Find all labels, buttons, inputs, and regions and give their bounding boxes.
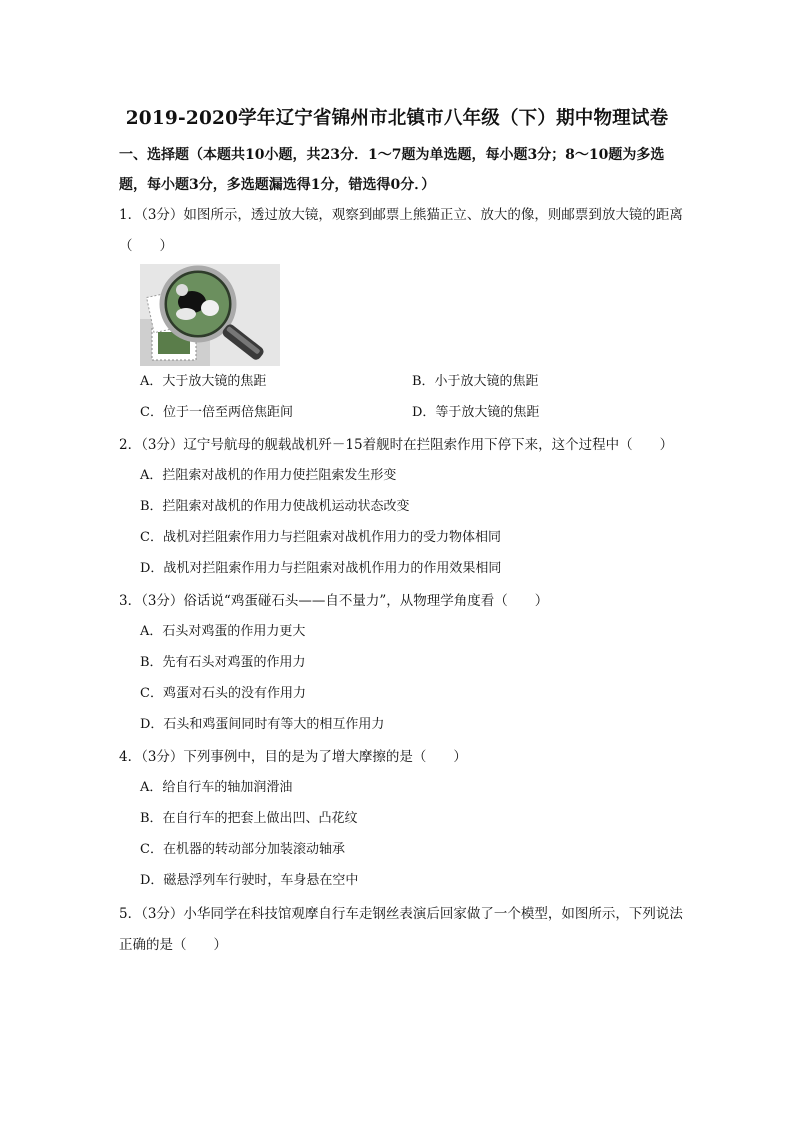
question-4-option-c: C．在机器的转动部分加装滚动轴承 <box>140 842 345 857</box>
question-4-stem: 4．（3分）下列事例中，目的是为了增大摩擦的是（ ） <box>119 749 467 765</box>
question-2-stem: 2．（3分）辽宁号航母的舰载战机歼－15着舰时在拦阻索作用下停下来，这个过程中（ ） <box>119 437 674 453</box>
question-2-option-a: A．拦阻索对战机的作用力使拦阻索发生形变 <box>140 468 397 483</box>
question-5-stem: 5．（3分）小华同学在科技馆观摩自行车走钢丝表演后回家做了一个模型，如图所示，下列说法正确的是（ ） <box>119 906 683 953</box>
section-heading: 一、选择题（本题共10小题，共23分．1～7题为单选题，每小题3分；8～10题为多选题，每小题3分，多选题漏选得1分，错选得0分．） <box>119 147 665 193</box>
question-3-stem: 3．（3分）俗话说“鸡蛋碰石头——自不量力”，从物理学角度看（ ） <box>119 593 549 609</box>
magnifier-icon <box>140 264 280 366</box>
question-2-option-d: D．战机对拦阻索作用力与拦阻索对战机作用力的作用效果相同 <box>140 561 502 576</box>
question-3-option-b: B．先有石头对鸡蛋的作用力 <box>140 655 306 670</box>
question-1-option-b: B．小于放大镜的焦距 <box>412 374 539 389</box>
question-2-option-c: C．战机对拦阻索作用力与拦阻索对战机作用力的受力物体相同 <box>140 530 501 545</box>
question-1-option-c: C．位于一倍至两倍焦距间 <box>140 405 293 420</box>
question-3-option-c: C．鸡蛋对石头的没有作用力 <box>140 686 306 701</box>
paper-title: 2019-2020学年辽宁省锦州市北镇市八年级（下）期中物理试卷 <box>125 108 669 129</box>
question-4-option-d: D．磁悬浮列车行驶时，车身悬在空中 <box>140 873 359 888</box>
question-1-option-a: A．大于放大镜的焦距 <box>140 374 267 389</box>
question-1-stem: 1．（3分）如图所示，透过放大镜，观察到邮票上熊猫正立、放大的像，则邮票到放大镜的距离（ ） <box>119 207 683 254</box>
question-2-option-b: B．拦阻索对战机的作用力使战机运动状态改变 <box>140 499 410 514</box>
question-4-option-a: A．给自行车的轴加润滑油 <box>140 780 293 795</box>
magnifier-stamp-figure <box>140 264 280 366</box>
question-4-option-b: B．在自行车的把套上做出凹、凸花纹 <box>140 811 358 826</box>
question-3-option-a: A．石头对鸡蛋的作用力更大 <box>140 624 306 639</box>
question-1-option-d: D．等于放大镜的焦距 <box>412 405 540 420</box>
question-3-option-d: D．石头和鸡蛋间同时有等大的相互作用力 <box>140 717 385 732</box>
